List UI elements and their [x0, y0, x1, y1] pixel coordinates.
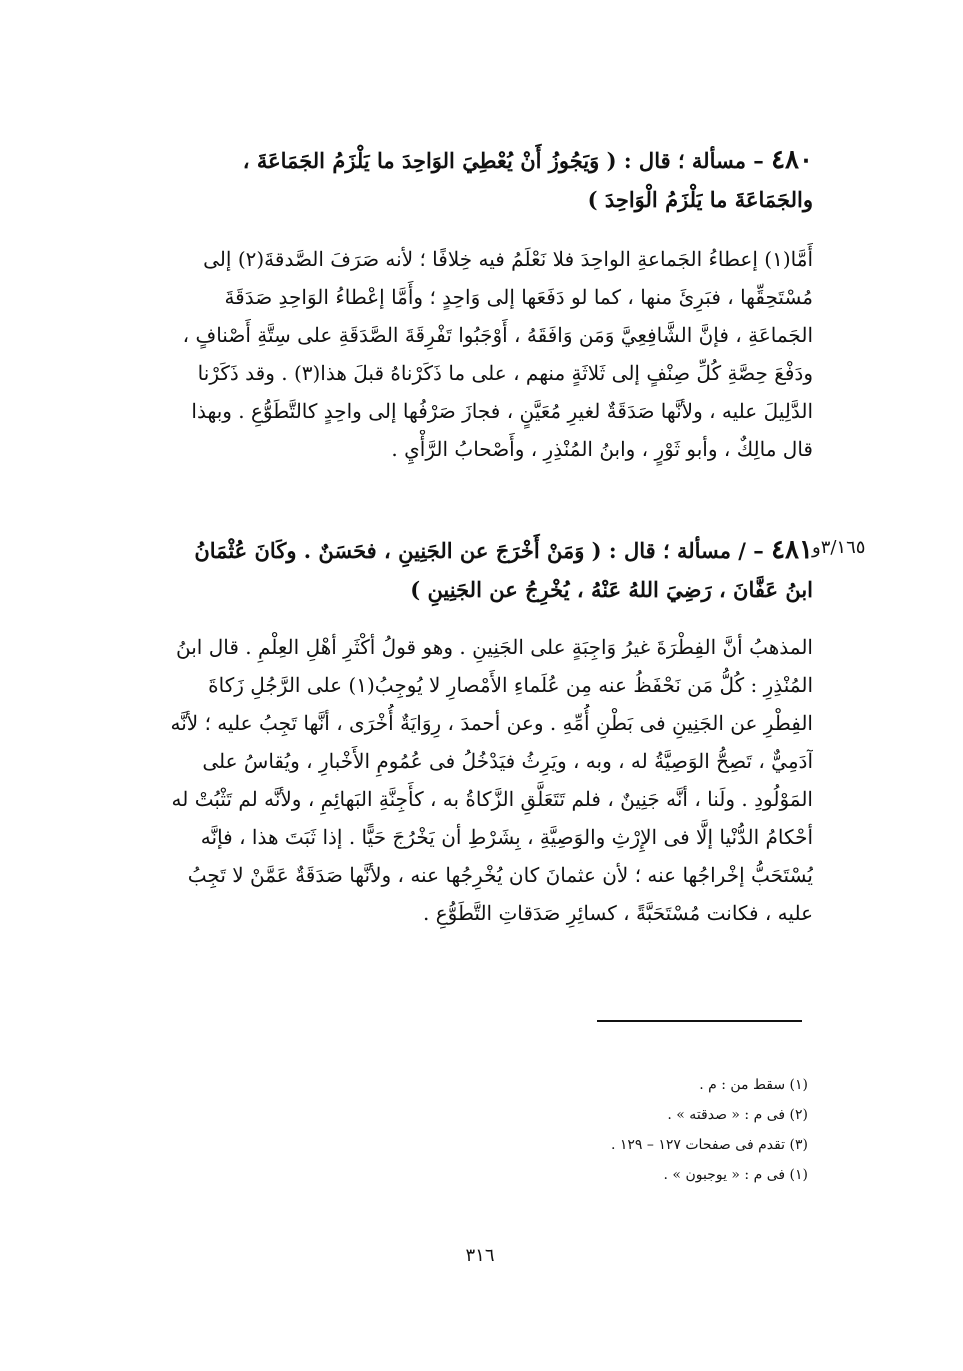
- footnote: (٢) فى م : « صدقته » .: [667, 1107, 808, 1123]
- section-480-heading: [143, 140, 813, 220]
- body-481-line: عليه ، فكانت مُسْتَحَبَّةً ، كسائِرِ صَدَقاتِ التَّطَوُّعِ .: [423, 901, 813, 925]
- section-481-number: ٤٨١: [771, 535, 813, 565]
- footnote: (٣) تقدم فى صفحات ١٢٧ – ١٢٩ .: [610, 1137, 808, 1153]
- body-481-line: المُنْذِرِ : كُلُّ مَن نَحْفَظُ عنه مِن عُلَماءِ الأَمْصارِ لا يُوجِبُ(١) على الرَّجُلِ زَكاةَ: [208, 673, 813, 697]
- footnote-separator: [597, 1020, 802, 1022]
- section-480-title-2: والجَمَاعَةَ ما يَلْزَمُ الْوَاحِدَ ): [587, 187, 813, 212]
- section-481-title-2: ابنُ عَفَّانَ ، رَضِيَ اللهُ عَنْهُ ، يُخْرِجُ عن الجَنِينِ ): [410, 577, 813, 602]
- section-480-heading-line-1: [143, 140, 813, 180]
- section-481-title-1: – / مسألة ؛ قال : ( وَمَنْ أَخْرَجَ عن الجَنِينِ ، فحَسَنٌ . وكَانَ عُثْمَانُ: [194, 538, 764, 563]
- footnotes: [408, 1070, 808, 1190]
- footnote: (١) فى م : « يوجبون » .: [663, 1167, 808, 1183]
- page-number: ٣١٦: [465, 1245, 495, 1266]
- body-480-line: مُسْتَحِقِّها ، فبَرِئَ منها ، كما لو دَفَعَها إلى وَاحِدٍ ؛ وأَمَّا إعْطاءُ الوَاحِدِ صَدَقَةَ: [224, 285, 813, 309]
- body-481-line: المَوْلُودِ . ولَنا ، أنَّه جَنِينٌ ، فلم تَتَعَلَّقِ الزَّكاةُ به ، كأَجِنَّةِ البَهائِمِ ، ولأنَّه لم تَثْبُتْ له: [171, 787, 813, 811]
- section-480-body: [143, 240, 813, 468]
- body-481-line: أحْكامُ الدُّنْيا إلَّا فى الإِرْثِ والوَصِيَّةِ ، بِشَرْطِ أن يَخْرُجَ حَيًّا . إذا ثَبَتَ هذا ، فإنَّه: [200, 825, 813, 849]
- body-480-line: أَمَّا(١) إعطاءُ الجَماعةِ الواحِدَ فلا نَعْلَمُ فيه خِلافًا ؛ لأنه صَرَفَ الصَّدقةَ(٢) إلى: [203, 247, 813, 271]
- body-481-line: المذهبُ أنَّ الفِطْرَةَ غيرُ وَاجِبَةٍ على الجَنِينِ . وهو قولُ أكْثَرِ أهْلِ العِلْمِ . قال ابنُ: [176, 635, 813, 659]
- body-481-line: آدَمِيٌّ ، تَصِحُّ الوَصِيَّةُ له ، وبه ، ويَرِثُ فيَدْخُلُ فى عُمُومِ الأَخْبارِ ، ويُقاسُ على: [202, 749, 813, 773]
- section-480-number: ٤٨٠: [771, 145, 813, 175]
- body-480-line: الدَّلِيلَ عليه ، ولأنَّها صَدَقَةٌ لغيرِ مُعَيَّنٍ ، فجازَ صَرْفُها إلى واحِدٍ كالتَّطَوُّعِ . وبهذا: [191, 399, 813, 423]
- footnote: (١) سقط من : م .: [699, 1077, 808, 1093]
- body-481-line: يُسْتَحَبُّ إخْراجُها عنه ؛ لأن عثمانَ كان يُخْرِجُها عنه ، ولأنَّها صَدَقَةٌ عَمَّنْ لا تَجِبُ: [187, 863, 813, 887]
- body-480-line: الجَماعَةِ ، فإنَّ الشَّافِعِيَّ وَمَن وَافَقَهُ ، أَوْجَبُوا تَفْرِقَةَ الصَّدَقَةِ على سِتَّةِ أَصْنافٍ ،: [182, 323, 813, 347]
- section-480-title-1: – مسألة ؛ قال : ( وَيَجُوزُ أَنْ يُعْطِيَ الوَاحِدَ ما يَلْزَمُ الجَمَاعَةَ ،: [242, 148, 764, 173]
- body-480-line: ودَفْعَ حِصَّةِ كُلِّ صِنْفٍ إلى ثَلاثَةٍ منهم ، على ما ذَكَرْناهُ قبلَ هذا(٣) . وقد ذَكَرْنا: [197, 361, 813, 385]
- section-481-heading-line-1: [143, 530, 813, 570]
- manuscript-margin-note: ٣/١٦٥و: [812, 537, 866, 558]
- section-481-body: [143, 628, 813, 932]
- body-480-line: قال مالِكٌ ، وأبو ثَوْرٍ ، وابنُ المُنْذِرِ ، وأَصْحابُ الرَّأْيِ .: [391, 437, 813, 461]
- body-481-line: الفِطْرِ عن الجَنِينِ فى بَطْنِ أُمِّهِ . وعن أحمدَ ، رِوَايَةٌ أُخْرَى ، أنَّها تَجِبُ عليه ؛ لأنَّه: [170, 711, 813, 735]
- section-481-heading: [143, 530, 813, 610]
